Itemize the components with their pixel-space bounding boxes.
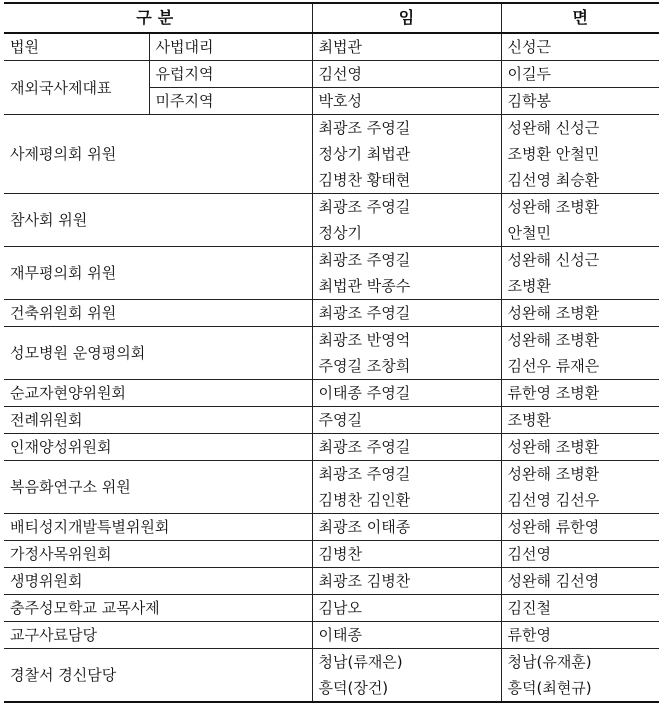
appointee-name: 최광조 주영길 [318, 465, 411, 483]
dismissal-name: 성완해 신성근 [507, 251, 600, 269]
dismissal-name: 청남(유재훈) [507, 653, 592, 671]
row-label: 건축위원회 위원 [4, 300, 312, 327]
table-row [4, 327, 659, 380]
appointee-name: 최광조 주영길 [318, 304, 411, 322]
row-label: 생명위원회 [4, 568, 312, 595]
dismissal-cell [501, 595, 659, 622]
table-row [4, 115, 659, 194]
dismissal-name: 김학봉 [507, 92, 551, 110]
appointee-cell [312, 115, 501, 194]
row-label: 경찰서 경신담당 [4, 649, 312, 703]
appointee-name: 김병찬 황태현 [318, 171, 411, 189]
table-row [4, 595, 659, 622]
row-label: 배티성지개발특별위원회 [4, 514, 312, 541]
table-row [4, 514, 659, 541]
dismissal-cell [501, 380, 659, 407]
appointee-cell [312, 247, 501, 300]
row-label: 교구사료담당 [4, 622, 312, 649]
dismissal-cell [501, 407, 659, 434]
dismissal-name: 조병환 [507, 277, 551, 295]
table-row [4, 461, 659, 514]
dismissal-cell [501, 61, 659, 88]
dismissal-name: 김선영 최승환 [507, 171, 600, 189]
dismissal-cell [501, 541, 659, 568]
appointee-cell [312, 61, 501, 88]
dismissal-name: 안철민 [507, 224, 551, 242]
dismissal-name: 성완해 조병환 [507, 438, 600, 456]
dismissal-name: 조병환 [507, 411, 551, 429]
appointee-cell [312, 649, 501, 703]
appointee-name: 최광조 반영억 [318, 331, 411, 349]
appointee-cell [312, 568, 501, 595]
table-row [4, 300, 659, 327]
row-sublabel: 유럽지역 [149, 61, 312, 88]
dismissal-name: 성완해 류한영 [507, 518, 600, 536]
row-label: 충주성모학교 교목사제 [4, 595, 312, 622]
appointee-name: 최광조 주영길 [318, 198, 411, 216]
dismissal-cell [501, 247, 659, 300]
dismissal-cell [501, 300, 659, 327]
row-label: 가정사목위원회 [4, 541, 312, 568]
table-row [4, 380, 659, 407]
appointee-name: 최광조 이태종 [318, 518, 411, 536]
appointee-name: 박호성 [318, 92, 362, 110]
dismissal-cell [501, 434, 659, 461]
row-label: 전례위원회 [4, 407, 312, 434]
appointee-cell [312, 194, 501, 247]
dismissal-name: 이길두 [507, 65, 551, 83]
appointee-cell [312, 33, 501, 61]
appointee-cell [312, 595, 501, 622]
dismissal-cell [501, 622, 659, 649]
table-row [4, 247, 659, 300]
dismissal-name: 흥덕(최현규) [507, 679, 592, 697]
appointee-cell [312, 327, 501, 380]
dismissal-cell [501, 33, 659, 61]
appointee-name: 청남(류재은) [318, 653, 403, 671]
dismissal-cell [501, 88, 659, 115]
appointee-name: 정상기 최법관 [318, 145, 411, 163]
row-label: 순교자현양위원회 [4, 380, 312, 407]
dismissal-name: 성완해 조병환 [507, 198, 600, 216]
table-row [4, 194, 659, 247]
dismissal-cell [501, 649, 659, 703]
dismissal-name: 김진철 [507, 599, 551, 617]
dismissal-cell [501, 327, 659, 380]
dismissal-name: 류한영 조병환 [507, 384, 600, 402]
dismissal-cell [501, 115, 659, 194]
dismissal-cell [501, 461, 659, 514]
dismissal-cell [501, 568, 659, 595]
dismissal-name: 신성근 [507, 38, 551, 56]
dismissal-name: 류한영 [507, 626, 551, 644]
dismissal-name: 성완해 조병환 [507, 304, 600, 322]
appointee-name: 김병찬 김인환 [318, 491, 411, 509]
row-label: 재무평의회 위원 [4, 247, 312, 300]
appointee-cell [312, 541, 501, 568]
row-label: 재외국사제대표 [4, 61, 149, 115]
header-appointee: 임 [312, 3, 501, 33]
table-row [4, 649, 659, 703]
table-row [4, 61, 659, 88]
row-label: 인재양성위원회 [4, 434, 312, 461]
table-row [4, 622, 659, 649]
header-category: 구분 [4, 3, 312, 33]
table-row [4, 568, 659, 595]
appointee-cell [312, 407, 501, 434]
appointee-name: 흥덕(장건) [318, 679, 389, 697]
appointee-name: 이태종 [318, 626, 362, 644]
appointee-name: 최광조 주영길 [318, 251, 411, 269]
row-label: 사제평의회 위원 [4, 115, 312, 194]
appointee-cell [312, 380, 501, 407]
appointee-name: 최법관 [318, 38, 362, 56]
dismissal-name: 성완해 신성근 [507, 119, 600, 137]
appointee-name: 최법관 박종수 [318, 277, 411, 295]
dismissal-name: 김선우 류재은 [507, 357, 600, 375]
dismissal-name: 김선영 김선우 [507, 491, 600, 509]
row-sublabel: 사법대리 [149, 33, 312, 61]
appointee-name: 주영길 조창희 [318, 357, 411, 375]
appointee-name: 최광조 주영길 [318, 438, 411, 456]
row-label: 법원 [4, 33, 149, 61]
appointee-cell [312, 88, 501, 115]
appointee-name: 이태종 주영길 [318, 384, 411, 402]
row-sublabel: 미주지역 [149, 88, 312, 115]
appointee-name: 김남오 [318, 599, 362, 617]
appointee-name: 김병찬 [318, 545, 362, 563]
table-row [4, 434, 659, 461]
table-row [4, 33, 659, 61]
row-label: 복음화연구소 위원 [4, 461, 312, 514]
table-row [4, 407, 659, 434]
dismissal-cell [501, 514, 659, 541]
appointee-cell [312, 434, 501, 461]
header-dismissal: 면 [501, 3, 659, 33]
appointee-cell [312, 461, 501, 514]
appointee-cell [312, 300, 501, 327]
dismissal-cell [501, 194, 659, 247]
appointee-name: 최광조 김병찬 [318, 572, 411, 590]
dismissal-name: 김선영 [507, 545, 551, 563]
appointee-name: 최광조 주영길 [318, 119, 411, 137]
appointee-name: 김선영 [318, 65, 362, 83]
dismissal-name: 성완해 김선영 [507, 572, 600, 590]
dismissal-name: 성완해 조병환 [507, 331, 600, 349]
row-label: 참사회 위원 [4, 194, 312, 247]
table-row [4, 541, 659, 568]
personnel-table [4, 2, 659, 703]
dismissal-name: 조병환 안철민 [507, 145, 600, 163]
table-header-row [4, 3, 659, 33]
row-label: 성모병원 운영평의회 [4, 327, 312, 380]
appointee-name: 정상기 [318, 224, 362, 242]
appointee-cell [312, 622, 501, 649]
appointee-name: 주영길 [318, 411, 362, 429]
dismissal-name: 성완해 조병환 [507, 465, 600, 483]
appointee-cell [312, 514, 501, 541]
